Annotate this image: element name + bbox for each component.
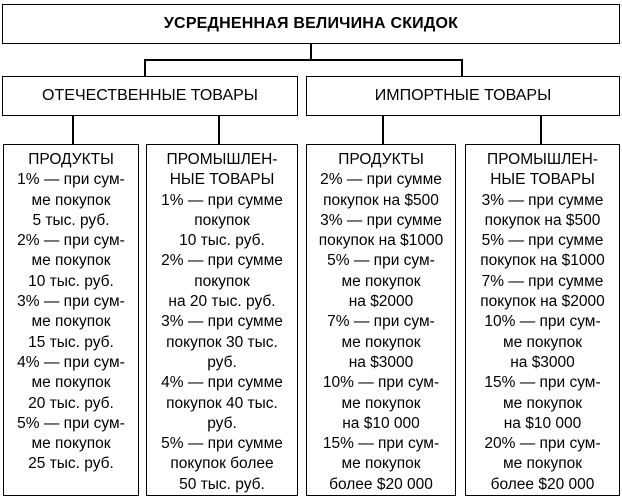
discount-line: ме покупок xyxy=(341,455,421,473)
discount-line: 5% — при сумме xyxy=(161,435,283,453)
discount-line: покупок 30 тыс. xyxy=(166,333,278,351)
connector-imported-industrial xyxy=(540,116,542,144)
discount-line: 3% — при сумме xyxy=(481,191,604,209)
category-domestic-goods xyxy=(2,76,298,116)
discount-line: покупок на $1000 xyxy=(318,232,444,250)
discount-line: ме покупок xyxy=(341,333,421,351)
discount-line: покупок на $500 xyxy=(323,191,439,209)
connector-to-domestic xyxy=(144,59,146,76)
column-imported-industrial xyxy=(465,144,620,496)
discount-line: на $3000 xyxy=(510,353,575,371)
discount-line: 2% — при сумме xyxy=(320,171,442,189)
discount-line: ме покупок xyxy=(502,455,583,473)
column-heading-line: ПРОДУКТЫ xyxy=(338,151,424,168)
column-heading-line: ПРОМЫШЛЕН- xyxy=(487,151,598,168)
column-discount-list xyxy=(307,170,455,495)
discount-line: 2% — при сум- xyxy=(17,232,125,250)
discount-line: руб. xyxy=(207,353,237,371)
discount-line: 3% — при сум- xyxy=(17,293,125,311)
discount-line: более $20 000 xyxy=(329,475,433,493)
category-imported-goods xyxy=(306,76,620,116)
discount-line: ме покупок xyxy=(31,435,111,453)
connector-imported-products xyxy=(382,116,384,144)
discount-line: на $10 000 xyxy=(342,414,420,432)
discount-line: ме покупок xyxy=(341,394,421,412)
column-discount-list xyxy=(147,191,297,495)
column-domestic-products xyxy=(3,144,139,496)
column-domestic-industrial xyxy=(146,144,298,496)
discount-line: на $3000 xyxy=(348,353,414,371)
discount-line: ме покупок xyxy=(341,272,421,290)
discount-line: 10 тыс. руб. xyxy=(28,272,114,290)
discount-line: 1% — при сумме xyxy=(161,191,283,209)
connector-domestic-products xyxy=(72,116,74,144)
discount-line: 2% — при сумме xyxy=(161,252,283,270)
discount-line: покупок xyxy=(194,211,250,229)
discount-line: 25 тыс. руб. xyxy=(28,455,114,473)
discount-line: 4% — при сумме xyxy=(161,374,283,392)
discount-line: 20% — при сум- xyxy=(484,435,601,453)
discount-line: на $10 000 xyxy=(503,414,582,432)
discount-line: покупок более xyxy=(170,455,274,473)
column-heading xyxy=(466,150,619,191)
diagram-title-box xyxy=(2,4,620,44)
diagram-title: УСРЕДНЕННАЯ ВЕЛИЧИНА СКИДОК xyxy=(163,15,459,32)
discount-line: 1% — при сум- xyxy=(17,171,125,189)
discount-line: на 20 тыс. руб. xyxy=(168,293,276,311)
discount-line: 20 тыс. руб. xyxy=(28,394,114,412)
discount-line: ме покупок xyxy=(31,191,111,209)
column-heading xyxy=(307,150,455,170)
discount-line: более $20 000 xyxy=(490,475,595,493)
discount-line: покупок xyxy=(194,272,250,290)
discount-line: ме покупок xyxy=(502,394,583,412)
column-discount-list xyxy=(4,170,138,474)
discount-line: 10% — при сум- xyxy=(484,313,601,331)
connector-title-down xyxy=(310,44,312,60)
discount-line: на $2000 xyxy=(348,293,414,311)
discount-line: 5% — при сум- xyxy=(17,414,125,432)
discount-line: покупок на $2000 xyxy=(480,293,605,311)
discount-line: 3% — при сумме xyxy=(161,313,283,331)
column-heading-line: ПРОДУКТЫ xyxy=(28,151,114,168)
discount-line: покупок на $1000 xyxy=(480,252,605,270)
discount-line: руб. xyxy=(207,414,237,432)
discount-line: 10 тыс. руб. xyxy=(179,232,265,250)
category-label: ОТЕЧЕСТВЕННЫЕ ТОВАРЫ xyxy=(42,87,258,104)
discount-line: 15% — при сум- xyxy=(484,374,601,392)
column-heading xyxy=(4,150,138,170)
column-heading-line: НЫЕ ТОВАРЫ xyxy=(169,171,275,189)
connector-title-branch xyxy=(144,59,462,61)
discount-line: ме покупок xyxy=(502,333,583,351)
column-heading xyxy=(147,150,297,191)
discount-line: 7% — при сумме xyxy=(481,272,604,290)
discount-line: 15% — при сум- xyxy=(322,435,440,453)
column-heading-line: НЫЕ ТОВАРЫ xyxy=(490,171,595,189)
discount-line: 5% — при сум- xyxy=(327,252,435,270)
discount-line: покупок 40 тыс. xyxy=(166,394,278,412)
discount-line: 15 тыс. руб. xyxy=(28,333,114,351)
discount-line: ме покупок xyxy=(31,252,111,270)
connector-to-imported xyxy=(461,59,463,76)
discount-line: 3% — при сумме xyxy=(320,211,442,229)
discount-line: 7% — при сум- xyxy=(327,313,435,331)
column-discount-list xyxy=(466,191,619,495)
discount-line: 10% — при сум- xyxy=(322,374,440,392)
column-heading-line: ПРОМЫШЛЕН- xyxy=(166,151,278,168)
discount-line: покупок на $500 xyxy=(484,211,601,229)
discount-line: ме покупок xyxy=(31,313,111,331)
discount-line: ме покупок xyxy=(31,374,111,392)
discount-line: 4% — при сум- xyxy=(17,353,125,371)
category-label: ИМПОРТНЫЕ ТОВАРЫ xyxy=(374,87,552,104)
connector-domestic-industrial xyxy=(218,116,220,144)
column-imported-products xyxy=(306,144,456,496)
discount-line: 50 тыс. руб. xyxy=(179,475,265,493)
discount-line: 5 тыс. руб. xyxy=(32,211,110,229)
discount-line: 5% — при сумме xyxy=(481,232,604,250)
